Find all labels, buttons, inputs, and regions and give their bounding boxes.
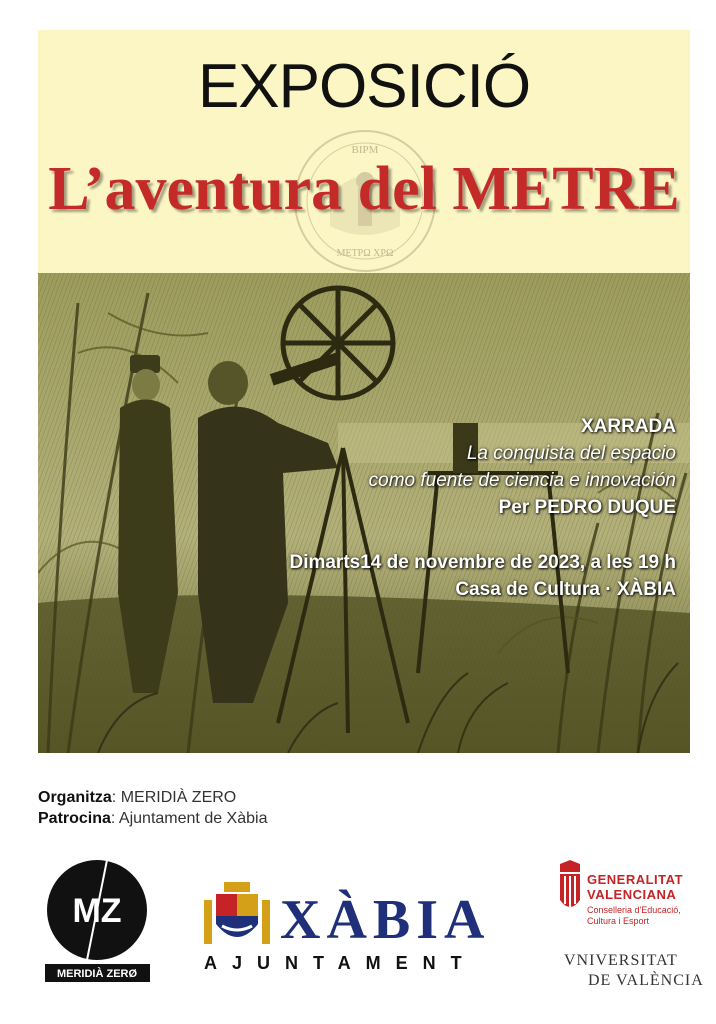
talk-subtitle-line1: La conquista del espacio: [466, 443, 676, 464]
organizer-line: [38, 787, 267, 808]
gva-department: [587, 905, 681, 927]
gva-line2: VALENCIANA: [587, 887, 677, 902]
mz-name: MERIDIÀ ZERØ: [56, 968, 138, 980]
talk-date: Dimarts14 de novembre de 2023, a les 19 h: [289, 552, 676, 573]
credits: [38, 787, 267, 829]
gva-sub-line2: Cultura i Esport: [587, 916, 650, 926]
ajuntament-xabia-logo: [198, 878, 523, 978]
gva-line1: GENERALITAT: [587, 872, 684, 887]
organizer-value: : MERIDIÀ ZERO: [111, 789, 237, 806]
seal-bottom-text: ΜΕΤΡΩ ΧΡΩ: [336, 248, 394, 259]
talk-venue: Casa de Cultura · XÀBIA: [455, 579, 676, 600]
universitat-valencia-logo: [564, 950, 704, 994]
mz-monogram: MZ: [72, 892, 122, 930]
sponsor-label: Patrocina: [38, 810, 111, 827]
sponsor-value: : Ajuntament de Xàbia: [110, 810, 268, 827]
gva-emblem-icon: [556, 860, 584, 916]
uv-line2: DE VALÈNCIA: [588, 972, 704, 989]
xabia-wordmark: XÀBIA: [280, 889, 491, 951]
talk-subtitle-line2: como fuente de ciencia e innovación: [368, 470, 676, 491]
talk-info: [289, 413, 676, 603]
talk-speaker: Per PEDRO DUQUE: [498, 497, 676, 518]
talk-heading: XARRADA: [581, 416, 676, 437]
header-band: [38, 30, 690, 273]
exhibition-kicker: EXPOSICIÓ: [197, 52, 531, 121]
engraving-image: [38, 273, 690, 753]
seal-top-text: BIPM: [351, 144, 379, 156]
exhibition-title: L’aventura del METRE: [48, 155, 680, 223]
gva-sub-line1: Conselleria d'Educació,: [587, 905, 681, 915]
xabia-coat-of-arms-icon: [202, 882, 272, 952]
uv-line1: VNIVERSITAT: [564, 952, 678, 969]
organizer-label: Organitza: [38, 789, 112, 806]
gva-name: [587, 872, 683, 902]
meridia-zero-logo: [45, 860, 150, 985]
ajuntament-wordmark: AJUNTAMENT: [204, 953, 477, 973]
generalitat-valenciana-logo: [556, 858, 706, 938]
sponsor-line: [38, 808, 267, 829]
